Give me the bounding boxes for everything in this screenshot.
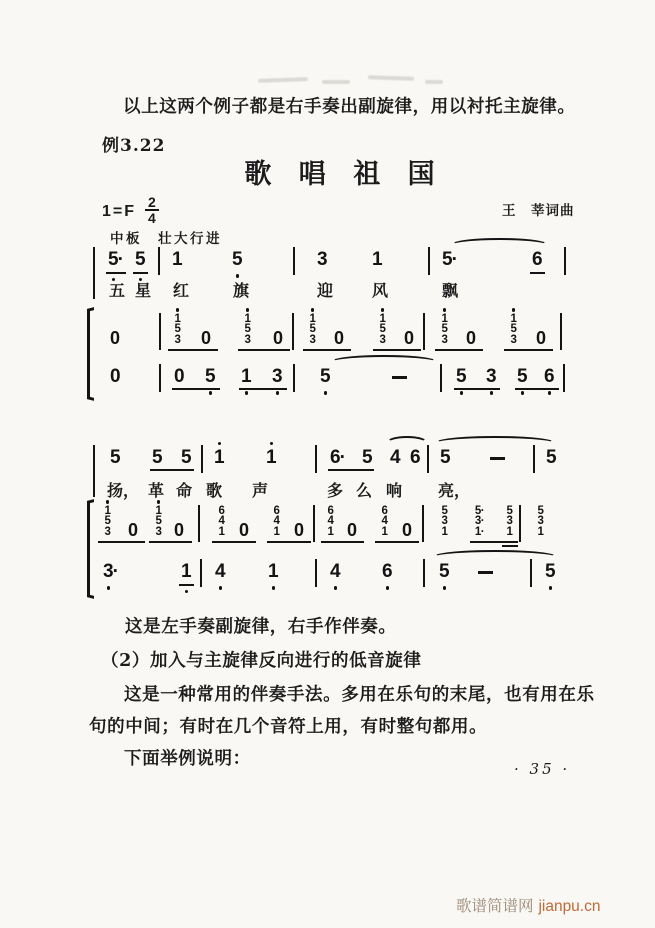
key-text: 1=F xyxy=(102,203,137,220)
note: 6· xyxy=(330,447,345,468)
chord-stack xyxy=(305,314,320,345)
chord-note: 5 xyxy=(104,515,111,528)
note: 6 xyxy=(382,561,392,582)
note: 6 xyxy=(532,249,542,270)
chord-note: 3 xyxy=(441,515,448,528)
chord-note: 6 xyxy=(327,505,334,517)
beam xyxy=(267,541,311,543)
barline xyxy=(315,559,317,587)
note: 6 xyxy=(544,366,554,387)
chord-note: 1 xyxy=(506,525,513,538)
note: 1 xyxy=(172,249,182,270)
chord-note: 3 xyxy=(510,333,517,346)
note: 6 xyxy=(410,447,420,468)
note: 5 xyxy=(232,249,242,270)
meter-denominator: 4 xyxy=(148,210,156,226)
barline xyxy=(200,559,202,587)
chord-note: 4 xyxy=(327,515,334,528)
chord-note: 3 xyxy=(104,525,111,538)
note: 5 xyxy=(152,447,162,468)
beam xyxy=(150,469,194,471)
high-octave-dot xyxy=(443,308,447,312)
lyric-syllable: 多 xyxy=(327,481,344,500)
chord-stack xyxy=(170,314,185,345)
barline xyxy=(198,505,200,542)
lyric-syllable: 么 xyxy=(356,481,373,500)
example-label: 例3.22 xyxy=(102,136,166,156)
low-octave-dot xyxy=(245,391,249,395)
chord-note: 1· xyxy=(474,525,485,538)
beam xyxy=(238,349,290,351)
note-underline xyxy=(530,272,545,274)
barline xyxy=(159,313,161,350)
staff-bracket xyxy=(87,502,90,596)
barline xyxy=(315,445,317,473)
note-underline xyxy=(179,584,194,586)
chord-note: 5 xyxy=(510,323,517,336)
sustain-dash xyxy=(392,376,407,379)
chord-note: 5 xyxy=(309,323,316,336)
chord-note: 3 xyxy=(379,333,386,346)
low-octave-dot xyxy=(185,590,189,594)
note-underline xyxy=(133,272,148,274)
low-octave-dot xyxy=(490,391,494,395)
note: 5 xyxy=(545,561,555,582)
low-octave-dot xyxy=(107,586,111,590)
barline xyxy=(560,313,562,350)
barline xyxy=(440,364,442,392)
chord-stack xyxy=(502,506,517,537)
low-octave-dot xyxy=(334,586,338,590)
note: 5 xyxy=(320,366,330,387)
low-octave-dot xyxy=(460,391,464,395)
rest-note: 0 xyxy=(174,520,184,540)
song-title: 歌 唱 祖 国 xyxy=(244,159,437,190)
slur-arc xyxy=(330,355,438,369)
chord-note: 1 xyxy=(244,313,251,325)
chord-note: 4 xyxy=(381,515,388,528)
rest-note: 0 xyxy=(536,328,546,348)
chord-note: 1 xyxy=(441,313,448,325)
note: 5· xyxy=(108,249,123,270)
barline xyxy=(533,445,535,473)
beam xyxy=(515,388,559,390)
beam xyxy=(454,388,500,390)
body-paragraph-line2: 句的中间；有时在几个音符上用，有时整句都用。 xyxy=(89,717,488,737)
after-score-paragraph: 这是左手奏副旋律，右手作伴奏。 xyxy=(125,617,397,637)
low-octave-dot xyxy=(276,391,280,395)
note: 5 xyxy=(546,447,556,468)
note: 4 xyxy=(215,561,225,582)
lyric-syllable: 扬， xyxy=(107,481,140,500)
chord-note: 3 xyxy=(244,333,251,346)
note: 3 xyxy=(272,366,282,387)
barline xyxy=(293,247,295,275)
chord-stack xyxy=(472,506,487,537)
chord-stack xyxy=(151,506,166,537)
rest-note: 0 xyxy=(174,366,184,387)
chord-note: 1 xyxy=(441,525,448,538)
chord-note: 1 xyxy=(327,525,334,538)
low-octave-dot xyxy=(521,391,525,395)
beam xyxy=(375,541,419,543)
chord-note: 6 xyxy=(381,505,388,517)
chord-note: 3 xyxy=(309,333,316,346)
rest-note: 0 xyxy=(347,520,357,540)
note: 5 xyxy=(135,249,145,270)
chord-note: 3 xyxy=(441,333,448,346)
note: 5 xyxy=(440,447,450,468)
note: 1 xyxy=(214,447,224,468)
beam xyxy=(168,349,218,351)
barline xyxy=(427,445,429,473)
low-octave-dot xyxy=(209,391,213,395)
slur-arc xyxy=(386,436,428,450)
chord-note: 6 xyxy=(273,505,280,517)
chord-note: 4 xyxy=(273,515,280,528)
barline xyxy=(422,505,424,542)
beam xyxy=(373,349,421,351)
high-octave-dot xyxy=(218,442,222,446)
chord-note: 5 xyxy=(174,323,181,336)
lyric-syllable: 五 xyxy=(109,281,126,300)
lyric-syllable: 声 xyxy=(252,481,269,500)
lyric-syllable: 歌 xyxy=(206,481,223,500)
note: 4 xyxy=(330,561,340,582)
chord-note: 1 xyxy=(218,525,225,538)
chord-note: 5 xyxy=(537,505,544,517)
high-octave-dot xyxy=(381,308,385,312)
chord-note: 1 xyxy=(537,525,544,538)
lyric-syllable: 命 xyxy=(176,481,193,500)
chord-stack xyxy=(437,506,452,537)
barline xyxy=(428,247,430,275)
rest-note: 0 xyxy=(466,328,476,348)
chord-note: 1 xyxy=(104,505,111,517)
rest-note: 0 xyxy=(404,328,414,348)
note: 5 xyxy=(439,561,449,582)
barline xyxy=(519,505,521,542)
low-octave-dot xyxy=(219,586,223,590)
lyric-syllable: 亮， xyxy=(438,481,471,500)
rest-note: 0 xyxy=(402,520,412,540)
lyric-syllable: 响 xyxy=(386,481,403,500)
lyric-syllable: 迎 xyxy=(317,281,334,300)
lyric-syllable: 飘 xyxy=(442,281,459,300)
composer-credit: 王 莘词曲 xyxy=(502,203,575,219)
barline xyxy=(563,364,565,392)
lyric-syllable: 红 xyxy=(173,281,190,300)
section-heading: （2）加入与主旋律反向进行的低音旋律 xyxy=(101,651,422,671)
chord-stack xyxy=(214,506,229,537)
low-octave-dot xyxy=(548,391,552,395)
note: 3· xyxy=(103,561,118,582)
chord-note: 1 xyxy=(510,313,517,325)
slur-arc xyxy=(450,238,549,252)
watermark-site-name: 歌谱简谱网 xyxy=(456,897,539,915)
note: 5 xyxy=(517,366,527,387)
body-paragraph-line1: 这是一种常用的伴奏手法。多用在乐句的末尾，也有用在乐 xyxy=(124,685,595,705)
beam xyxy=(504,349,553,351)
chord-note: 1 xyxy=(174,313,181,325)
rest-note: 0 xyxy=(294,520,304,540)
barline xyxy=(158,247,160,275)
high-octave-dot xyxy=(106,500,110,504)
rest-note: 0 xyxy=(110,366,120,387)
lyric-syllable: 风 xyxy=(372,281,389,300)
barline xyxy=(292,313,294,350)
barline xyxy=(201,445,203,473)
note: 5 xyxy=(181,447,191,468)
chord-note: 1 xyxy=(155,505,162,517)
rest-note: 0 xyxy=(201,328,211,348)
chord-note: 5 xyxy=(155,515,162,528)
chord-stack xyxy=(100,506,115,537)
chord-note: 3 xyxy=(506,515,513,528)
barline xyxy=(159,364,161,392)
page-number: · 35 · xyxy=(514,760,571,778)
chord-stack xyxy=(506,314,521,345)
high-octave-dot xyxy=(512,308,516,312)
intro-paragraph: 以上这两个例子都是右手奏出副旋律，用以衬托主旋律。 xyxy=(123,97,576,117)
slur-arc xyxy=(432,550,558,564)
note: 5· xyxy=(442,249,457,270)
beam xyxy=(98,541,145,543)
note: 1 xyxy=(266,447,276,468)
note-underline xyxy=(106,272,126,274)
beam xyxy=(435,349,483,351)
note: 1 xyxy=(181,561,191,582)
chord-note: 5 xyxy=(244,323,251,336)
barline xyxy=(564,247,566,275)
note: 5 xyxy=(110,447,120,468)
low-octave-dot xyxy=(324,391,328,395)
note: 4 xyxy=(390,447,400,468)
note: 1 xyxy=(241,366,251,387)
chord-note: 5 xyxy=(379,323,386,336)
chord-note: 5· xyxy=(474,505,485,517)
beam xyxy=(502,545,518,547)
beam xyxy=(303,349,351,351)
staff-bracket xyxy=(87,310,90,398)
chord-note: 3· xyxy=(474,515,485,528)
beam xyxy=(172,388,220,390)
chord-note: 4 xyxy=(218,515,225,528)
chord-stack xyxy=(323,506,338,537)
watermark xyxy=(456,894,600,916)
beam xyxy=(212,541,256,543)
note: 5 xyxy=(362,447,372,468)
high-octave-dot xyxy=(157,500,161,504)
chord-note: 3 xyxy=(174,333,181,346)
watermark-domain: jianpu.cn xyxy=(538,898,601,915)
barline xyxy=(423,559,425,587)
chord-note: 1 xyxy=(379,313,386,325)
slur-arc xyxy=(434,436,556,450)
low-octave-dot xyxy=(386,586,390,590)
chord-note: 3 xyxy=(537,515,544,528)
body-paragraph-line3: 下面举例说明： xyxy=(124,749,251,769)
tempo-marking: 中板 壮大行进 xyxy=(110,231,222,247)
chord-stack xyxy=(377,506,392,537)
rest-note: 0 xyxy=(239,520,249,540)
beam xyxy=(328,469,374,471)
chord-note: 5 xyxy=(506,505,513,517)
note: 5 xyxy=(456,366,466,387)
high-octave-dot xyxy=(311,308,315,312)
note: 5 xyxy=(205,366,215,387)
lyric-syllable: 旗 xyxy=(233,281,250,300)
note: 1 xyxy=(372,249,382,270)
chord-note: 6 xyxy=(218,505,225,517)
barline xyxy=(93,445,95,497)
chord-note: 3 xyxy=(155,525,162,538)
low-octave-dot xyxy=(549,586,553,590)
low-octave-dot xyxy=(272,586,276,590)
sustain-dash xyxy=(478,571,493,574)
beam xyxy=(239,388,287,390)
barline xyxy=(313,505,315,542)
lyric-syllable: 革 xyxy=(148,481,165,500)
rest-note: 0 xyxy=(334,328,344,348)
chord-stack xyxy=(240,314,255,345)
note: 3 xyxy=(317,249,327,270)
chord-stack xyxy=(375,314,390,345)
barline xyxy=(293,364,295,392)
rest-note: 0 xyxy=(128,520,138,540)
rest-note: 0 xyxy=(110,328,120,348)
chord-stack xyxy=(533,506,548,537)
chord-note: 5 xyxy=(441,505,448,517)
beam xyxy=(149,541,192,543)
note: 3 xyxy=(486,366,496,387)
barline xyxy=(423,313,425,350)
high-octave-dot xyxy=(176,308,180,312)
beam xyxy=(321,541,364,543)
sustain-dash xyxy=(490,457,505,460)
chord-note: 1 xyxy=(309,313,316,325)
note: 1 xyxy=(268,561,278,582)
chord-stack xyxy=(437,314,452,345)
rest-note: 0 xyxy=(273,328,283,348)
chord-note: 1 xyxy=(273,525,280,538)
high-octave-dot xyxy=(270,442,274,446)
high-octave-dot xyxy=(246,308,250,312)
barline xyxy=(93,247,95,299)
beam xyxy=(470,541,518,543)
meter-numerator: 2 xyxy=(145,196,159,211)
chord-note: 1 xyxy=(381,525,388,538)
lyric-syllable: 星 xyxy=(135,281,152,300)
barline xyxy=(530,559,532,587)
chord-note: 5 xyxy=(441,323,448,336)
chord-stack xyxy=(269,506,284,537)
low-octave-dot xyxy=(443,586,447,590)
low-octave-dot xyxy=(236,274,240,278)
